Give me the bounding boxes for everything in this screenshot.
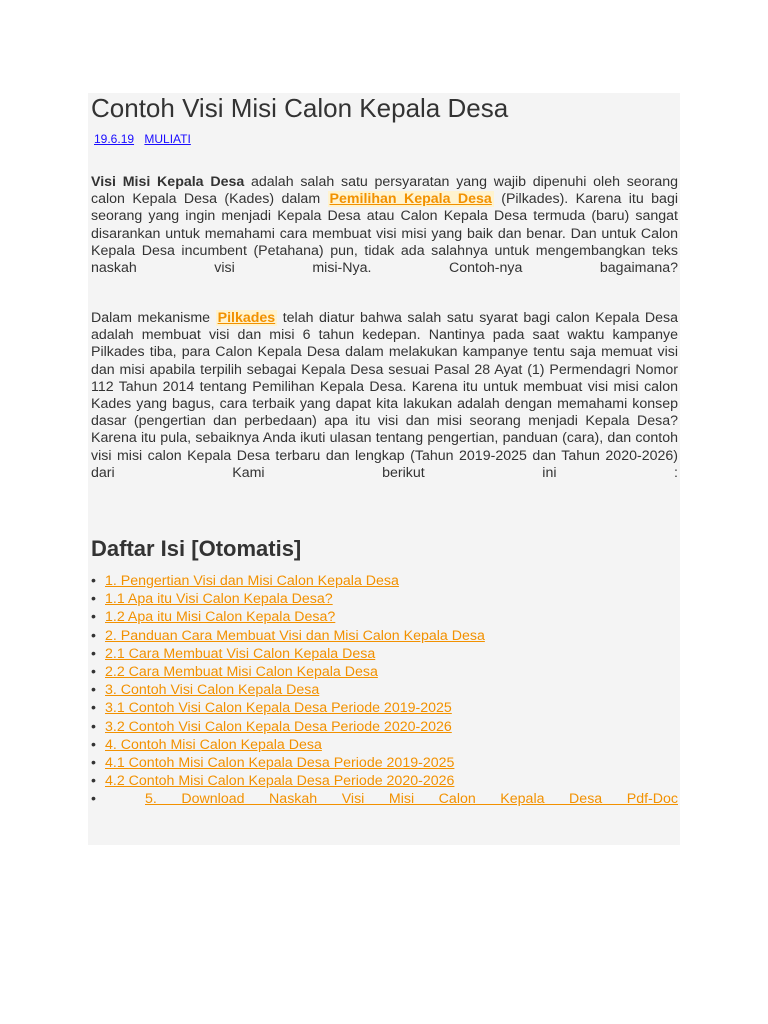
- toc-list: [91, 572, 678, 808]
- toc-item: [91, 699, 678, 717]
- bullet-icon: •: [91, 791, 96, 808]
- toc-link[interactable]: 4.1 Contoh Misi Calon Kepala Desa Periode 2019-2025: [105, 755, 455, 772]
- toc-item: [91, 663, 678, 681]
- intro-bold-lead: Visi Misi Kepala Desa: [91, 174, 245, 190]
- post-title: Contoh Visi Misi Calon Kepala Desa: [91, 93, 509, 123]
- toc-item: [91, 772, 678, 790]
- toc-item: [91, 627, 678, 645]
- toc-link[interactable]: 4. Contoh Misi Calon Kepala Desa: [105, 736, 322, 753]
- toc-link[interactable]: 2.2 Cara Membuat Misi Calon Kepala Desa: [105, 664, 378, 681]
- toc-item: [91, 608, 678, 626]
- toc-item: [91, 718, 678, 736]
- mechanism-paragraph: [91, 310, 678, 482]
- toc-link[interactable]: 2. Panduan Cara Membuat Visi dan Misi Calon Kepala Desa: [105, 627, 485, 644]
- post-meta: [94, 131, 191, 147]
- toc-link[interactable]: 2.1 Cara Membuat Visi Calon Kepala Desa: [105, 645, 376, 662]
- toc-link[interactable]: 3. Contoh Visi Calon Kepala Desa: [105, 682, 320, 699]
- toc-link[interactable]: 5. Download Naskah Visi Misi Calon Kepala Desa Pdf-Doc: [145, 791, 678, 808]
- pemilihan-kepala-desa-link[interactable]: Pemilihan Kepala Desa: [329, 191, 492, 208]
- mechanism-text-b: telah diatur bahwa salah satu syarat bagi calon Kepala Desa adalah membuat visi dan misi 6 tahun kedepan. Nantinya pada saat waktu kampanye Pilkades tiba, para Calon Kepala Desa dalam melakukan kampanye tentu saja memuat visi dan misi apabila terpilih sebagai Kepala Desa sesuai Pasal 28 Ayat (1) Permendagri Nomor 112 Tahun 2014 tentang Pemilihan Kepala Desa. Karena itu untuk membuat visi misi calon Kades yang bagus, cara terbaik yang dapat kita lakukan adalah dengan memahami konsep dasar (pengertian dan perbedaan) apa itu visi dan misi seorang menjadi Kepala Desa? Karena itu pula, sebaiknya Anda ikuti ulasan tentang pengertian, panduan (cara), dan contoh visi misi calon Kepala Desa terbaru dan lengkap (Tahun 2019-2025 dan Tahun 2020-2026) dari Kami berikut ini :: [91, 310, 678, 481]
- toc-item: [91, 754, 678, 772]
- toc-link[interactable]: 3.2 Contoh Visi Calon Kepala Desa Periode 2020-2026: [105, 718, 452, 735]
- pilkades-link[interactable]: Pilkades: [217, 310, 276, 326]
- post-author-link[interactable]: MULIATI: [144, 132, 191, 146]
- mechanism-text-a: Dalam mekanisme: [91, 310, 216, 326]
- toc-link[interactable]: 1. Pengertian Visi dan Misi Calon Kepala Desa: [105, 573, 399, 589]
- toc-link[interactable]: 4.2 Contoh Misi Calon Kepala Desa Periode 2020-2026: [105, 773, 455, 790]
- toc-item: [91, 681, 678, 699]
- post-date-link[interactable]: 19.6.19: [94, 132, 135, 146]
- toc-item: [91, 590, 678, 608]
- toc-item: [91, 736, 678, 754]
- intro-text-a: adalah salah satu persyaratan yang wajib dipenuhi oleh seorang calon Kepala Desa (Kades) dalam: [91, 174, 678, 208]
- toc-item: [91, 572, 678, 590]
- toc-heading: Daftar Isi [Otomatis]: [91, 536, 302, 561]
- toc-link[interactable]: 3.1 Contoh Visi Calon Kepala Desa Periode 2019-2025: [105, 700, 452, 717]
- intro-paragraph: [91, 174, 678, 277]
- toc-link[interactable]: 1.2 Apa itu Misi Calon Kepala Desa?: [105, 609, 336, 626]
- toc-link[interactable]: 1.1 Apa itu Visi Calon Kepala Desa?: [105, 591, 333, 608]
- toc-item: [91, 645, 678, 663]
- intro-text-b: (Pilkades). Karena itu bagi seorang yang ingin menjadi Kepala Desa atau Calon Kepala Desa termuda (baru) sangat disarankan untuk memahami cara membuat visi misi yang baik dan benar. Dan untuk Calon Kepala Desa incumbent (Petahana) pun, tidak ada salahnya untuk mengembangkan teks naskah visi misi-Nya. Contoh-nya bagaimana?: [91, 191, 678, 277]
